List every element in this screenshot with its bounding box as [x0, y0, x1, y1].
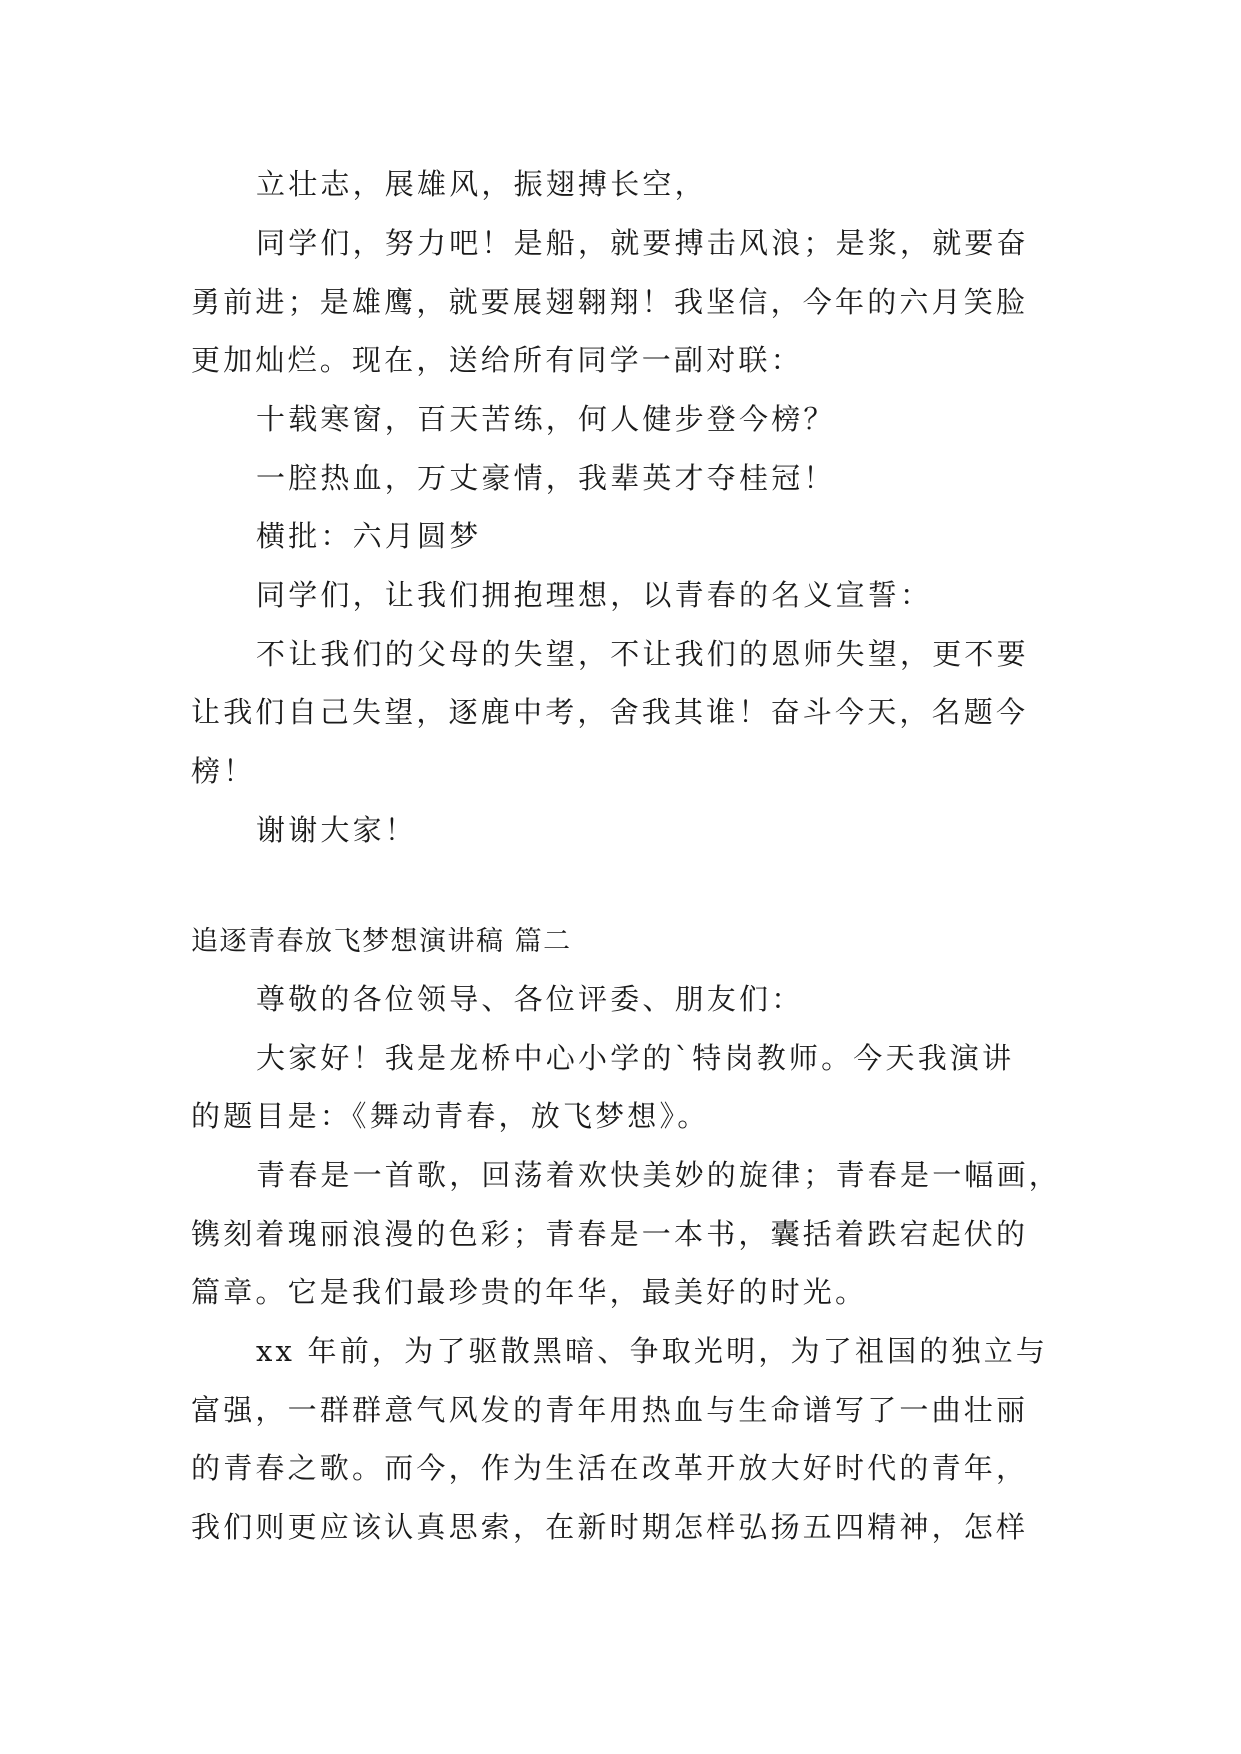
paragraph-line: xx 年前，为了驱散黑暗、争取光明，为了祖国的独立与 [256, 1334, 1049, 1368]
paragraph-line: 不让我们的父母的失望，不让我们的恩师失望，更不要 [256, 637, 1029, 671]
section-heading: 追逐青春放飞梦想演讲稿 篇二 [191, 926, 572, 957]
couplet-line-upper: 十载寒窗，百天苦练，何人健步登今榜？ [256, 402, 836, 436]
paragraph-line: 更加灿烂。现在，送给所有同学一副对联： [191, 343, 803, 377]
paragraph-line: 勇前进；是雄鹰，就要展翅翱翔！我坚信，今年的六月笑脸 [191, 285, 1029, 319]
paragraph-line: 的题目是：《舞动青春，放飞梦想》。 [191, 1099, 710, 1133]
paragraph-line: 谢谢大家！ [256, 813, 418, 847]
paragraph-line: 同学们，让我们拥抱理想，以青春的名义宣誓： [256, 578, 933, 612]
couplet-line-lower: 一腔热血，万丈豪情，我辈英才夺桂冠！ [256, 461, 836, 495]
paragraph-line: 青春是一首歌，回荡着欢快美妙的旋律；青春是一幅画， [256, 1158, 1062, 1192]
paragraph-line: 大家好！我是龙桥中心小学的`特岗教师。今天我演讲 [256, 1041, 1015, 1075]
paragraph-line: 镌刻着瑰丽浪漫的色彩；青春是一本书，囊括着跌宕起伏的 [191, 1217, 1029, 1251]
paragraph-line: 我们则更应该认真思索，在新时期怎样弘扬五四精神，怎样 [191, 1510, 1029, 1544]
paragraph-line: 让我们自己失望，逐鹿中考，舍我其谁！奋斗今天，名题今 [191, 695, 1029, 729]
paragraph-line: 尊敬的各位领导、各位评委、朋友们： [256, 982, 804, 1016]
paragraph-line: 富强，一群群意气风发的青年用热血与生命谱写了一曲壮丽 [191, 1393, 1029, 1427]
paragraph-line: 的青春之歌。而今，作为生活在改革开放大好时代的青年， [191, 1451, 1029, 1485]
paragraph-line: 篇章。它是我们最珍贵的年华，最美好的时光。 [191, 1275, 868, 1309]
paragraph-line: 立壮志，展雄风，振翅搏长空， [256, 167, 707, 201]
paragraph-line: 同学们，努力吧！是船，就要搏击风浪；是浆，就要奋 [256, 226, 1029, 260]
couplet-horizontal-scroll: 横批：六月圆梦 [256, 519, 482, 553]
paragraph-line: 榜！ [191, 754, 256, 788]
